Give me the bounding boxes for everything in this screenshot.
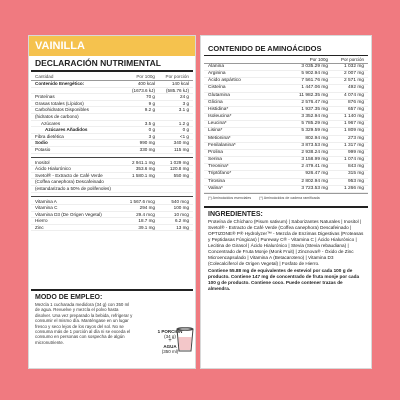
ingredients-title: INGREDIENTES: [204,206,368,219]
amino-per-portion: 1 809 mg [343,128,364,134]
amino-name: Metionina* [208,135,231,141]
amino-per-portion: 953 mg [348,178,364,184]
value-per-100g: 1 580.1 mg [132,172,155,178]
nutrition-row [31,186,193,193]
amino-footnotes [204,193,368,202]
value-per-100g: 70 g [146,94,155,100]
amino-per-100g: 2 938.24 mg [301,149,328,155]
amino-rows [201,64,371,193]
water-label: AGUA [163,344,177,349]
amino-per-portion: 1 266 mg [343,185,364,191]
nutrition-row [31,147,193,154]
value-per-100g: 2 941.1 mg [132,159,155,165]
value-per-portion [155,114,189,120]
nutrition-row [31,205,193,212]
nutrition-table-header [31,72,193,81]
amino-per-portion: 2 571 mg [343,78,364,84]
nutrient-name: Vitamina C [35,205,58,211]
amino-per-portion: 1 967 mg [343,121,364,127]
value-per-100g: 0 g [148,127,155,133]
amino-per-portion: 273 mg [348,135,364,141]
nutrition-row [31,88,193,95]
amino-table-header [204,56,368,64]
amino-per-portion: 2 007 mg [343,71,364,77]
nutrient-name: (Coffea canephora) Descafeinado [35,179,104,185]
amino-panel [200,35,372,369]
nutrition-row [31,140,193,147]
nutrition-title: DECLARACIÓN NUTRIMENTAL [31,56,193,72]
value-per-100g [121,114,155,120]
footnote-branched: (*) Aminoácidos de cadena ramificada [259,195,320,200]
amino-name: Leucina* [208,121,227,127]
value-per-portion: 120.8 mg [169,166,189,172]
nutrition-row [31,101,193,108]
amino-per-100g: 1 937.35 mg [301,106,328,112]
usage-text: Mezcla 1 cucharada medidora (34 g) con 350 ml de agua. Revuelve y mezcla el polvo hasta disolver. Una vez preparado la bebida, refrigerar y consumir el mismo día. Manténgase en un lugar fresco y seco lejos de los rayos del sol. No se consuma más de 1 porción al día ni se exceda el consumo en personas con sospecha de algún micronutriente. [35,302,133,345]
amino-per-100g: 2 576.47 mg [301,99,328,105]
value-per-portion: 24 g [180,94,189,100]
amino-per-portion: 876 mg [348,99,364,105]
value-per-100g [121,179,155,185]
ingredients-text: Proteína de Chícharo (Pisum sativum) | Saborizantes Naturales | Inositol | Svetol® - Extracto de Café Verde (Coffea canephora) Descafeinado | OPTIZONE® P® Hydrolyzer™ - Mezcla de Enzimas Digestivas (Proteasas y Peptidasas Fúngicas) | Pureway C® - Vitamina C | Ácido Hialurónico | Lecitina de Girasol | Ácido Hialurónico | Stevia (Stevia rebaudiana) | Concentrado de Fruta Monje (Monk Fruit) | Zincnova® - Óxido de Zinc Microencapsulado | Vitamina A (Betacaroteno) | Vitamina D3 (Colecalciferol de Origen Vegetal) | Fosfato de Hierro. [208,218,364,267]
value-per-100g: 990 mg [139,140,155,146]
amino-per-100g: 11 982.35 mg [299,92,328,98]
nutrient-name: Hierro [35,218,48,224]
nutrition-row [31,134,193,141]
value-per-100g: 294 mg [139,205,155,211]
amino-per-100g: 3 352.94 mg [301,114,328,120]
value-per-portion: 0 g [182,127,189,133]
value-per-100g: 39.1 mg [138,224,155,230]
footnote-essential: (*) Aminoácidos esenciales [208,195,252,200]
amino-name: Alanina [208,64,225,69]
amino-per-portion: 492 mg [348,85,364,91]
amino-per-100g: 7 561.76 mg [301,78,328,84]
value-per-100g [121,186,155,192]
amino-col-porcion: Por porción [340,57,364,62]
water-amount: (350 ml) [161,349,179,354]
nutrition-row [31,179,193,186]
amino-name: Arginina [208,71,226,77]
nutrition-row [31,121,193,128]
amino-per-100g: 802.94 mg [305,135,328,141]
portion-label: 1 PORCIÓN [157,329,183,334]
amino-per-100g: 2 802.94 mg [301,178,328,184]
nutrient-name [35,88,121,94]
nutrition-row [31,107,193,114]
amino-row [204,93,368,100]
amino-name: Tirosina [208,178,225,184]
value-per-100g: 3.5 g [144,120,155,126]
amino-name: Glicina [208,99,223,105]
amino-name: Triptófano* [208,171,232,177]
nutrition-row [31,212,193,219]
usage-title: MODO DE EMPLEO: [31,289,193,302]
value-per-100g: 353.6 mg [135,166,155,172]
amino-row [204,136,368,143]
amino-name: Cisteína [208,85,226,91]
nutrition-row [31,199,193,206]
amino-per-portion: 1 317 mg [343,142,364,148]
value-per-100g: 330 mg [139,146,155,152]
amino-name: Fenilalanina* [208,142,236,148]
amino-per-100g: 1 447.06 mg [301,85,328,91]
nutrient-name: Svetol® - Extracto de Café Verde [35,172,103,178]
nutrient-name: Azúcares Añadidos [45,127,88,133]
col-por-porcion: Por porción [165,74,189,79]
value-per-100g: 29.4 mcg [136,211,155,217]
nutrition-row [31,225,193,232]
nutrition-row [31,127,193,134]
value-per-100g: 9 g [148,100,155,106]
value-per-portion: 100 mg [173,205,189,211]
amino-per-100g: 5 902.94 mg [301,71,328,77]
nutrient-name: Inositol [35,159,50,165]
nutrient-name: (hidratos de carbono) [35,113,79,119]
nutrient-name: Sodio [35,140,48,146]
amino-per-portion: 1 140 mg [343,114,364,120]
nutrition-panel [28,35,196,369]
plus-sign: + [168,338,172,344]
divider [31,154,193,158]
col-por-100g: Por 100g [136,74,155,79]
nutrient-name: Contenido Energético: [35,81,85,86]
value-per-portion: 140 kcal [171,81,189,86]
value-per-portion: 1 029 mg [169,159,189,165]
amino-per-100g: 3 158.99 mg [301,157,328,163]
portion-amount: (34 g) [164,334,176,339]
amino-per-portion: 315 mg [348,171,364,177]
value-per-portion: <1 g [179,133,189,139]
amino-name: Valina* [208,185,223,191]
nutrition-rows-main [29,81,195,154]
nutrition-row [31,166,193,173]
amino-row [204,186,368,193]
amino-per-portion: 657 mg [348,106,364,112]
amino-per-portion: 4 074 mg [343,92,364,98]
value-per-portion: 340 mg [173,140,189,146]
amino-per-100g: 926.47 mg [305,171,328,177]
amino-row [204,85,368,92]
amino-per-portion: 999 mg [348,149,364,155]
amino-name: Isoleucina* [208,114,232,120]
value-per-portion: 115 mg [174,146,189,152]
amino-name: Prolina [208,149,223,155]
nutrition-row [31,173,193,180]
amino-per-100g: 5 329.59 mg [301,128,328,134]
amino-row [204,100,368,107]
ingredients-notes: Contiene 55.88 mg de equivalentes de esteviol por cada 100 g de producto. Contiene 147 mg de concentrado de fruta monje por cada 100 g de producto. Contiene coco. Puede contener trazas de almendra. [208,267,360,291]
value-per-portion: 3.1 g [178,107,189,113]
nutrient-name: Vitamina A [35,198,57,204]
amino-per-portion: 1 074 mg [343,157,364,163]
amino-per-100g: 3 873.53 mg [301,142,328,148]
amino-per-100g: 5 785.29 mg [301,121,328,127]
amino-name: Ácido aspártico [208,78,241,84]
nutrient-name: Proteínas [35,94,55,100]
value-per-portion [155,179,189,185]
nutrient-name: Vitamina D3 (De Origen Vegetal) [35,211,102,217]
nutrient-name: Potasio [35,146,51,152]
amino-per-100g: 3 723.53 mg [301,185,328,191]
amino-row [204,143,368,150]
amino-col-100g: Por 100g [309,57,328,62]
value-per-portion: 540 mcg [171,198,189,204]
amino-row [204,171,368,178]
nutrient-name: Carbohidratos Disponibles [35,107,89,113]
glass-icon [174,325,196,353]
value-per-100g: 9.2 g [144,107,155,113]
value-per-portion: 1.2 g [178,120,189,126]
divider [31,193,193,197]
value-per-portion: 13 mg [176,224,189,230]
nutrition-row [31,81,193,88]
nutrition-row [31,114,193,121]
nutrient-name: Fibra dietética [35,133,64,139]
amino-name: Treonina* [208,164,229,170]
amino-row [204,128,368,135]
amino-per-100g: 2 479.41 mg [301,164,328,170]
amino-per-100g: 3 035.29 mg [301,64,328,69]
value-per-portion: 10 mcg [173,211,189,217]
nutrient-name: Ácido Hialurónico [35,166,71,172]
value-per-portion: 550 mg [173,172,189,178]
amino-row [204,78,368,85]
nutrient-name: Azúcares [41,120,61,126]
nutrition-rows-vitamins [29,199,195,232]
value-per-100g: 1 567.6 mcg [129,198,155,204]
col-cantidad: Cantidad [35,74,54,79]
value-per-100g: 400 kcal [137,81,155,86]
nutrient-name: Zinc [35,224,44,230]
nutrition-row [31,218,193,225]
amino-title: CONTENIDO DE AMINOÁCIDOS [204,42,368,56]
value-per-100g: (1673.6 kJ) [132,87,155,93]
nutrient-name: Grasas totales (Lípidos) [35,100,84,106]
flavor-header: VAINILLA [29,36,195,56]
amino-per-portion: 1 032 mg [343,64,364,69]
nutrient-name: (estandarizado a 50% de polifenoles) [35,185,111,191]
amino-row [204,179,368,186]
value-per-portion: (585.76 kJ) [166,87,189,93]
amino-row [204,150,368,157]
nutrition-row [31,94,193,101]
nutrition-rows-functional [29,160,195,193]
value-per-portion: 6.2 mg [174,218,189,224]
value-per-100g: 3 g [148,133,155,139]
amino-per-portion: 843 mg [348,164,364,170]
amino-name: Histidina* [208,106,229,112]
nutrition-row [31,160,193,167]
amino-name: Serina [208,157,222,163]
amino-name: Glutamina [208,92,230,98]
usage-section [29,289,195,354]
amino-name: Lisina* [208,128,223,134]
amino-col-name [208,57,292,62]
value-per-portion [155,186,189,192]
value-per-100g: 18.7 mg [138,218,155,224]
value-per-portion: 3 g [182,100,189,106]
